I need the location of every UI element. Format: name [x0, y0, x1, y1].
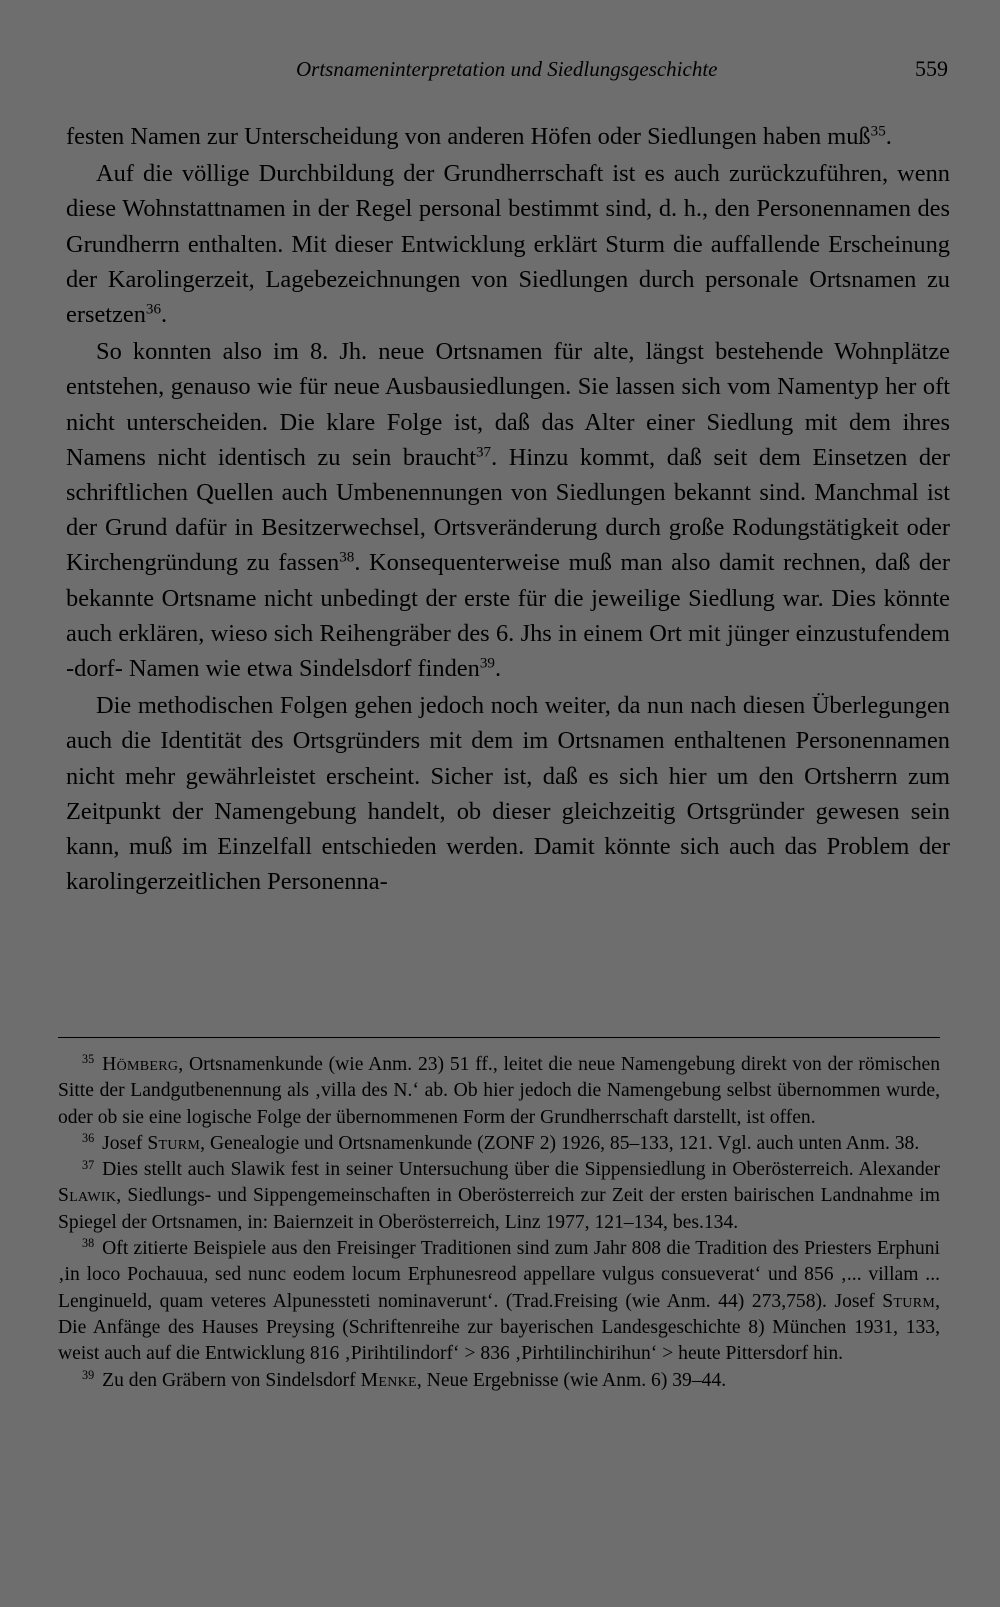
text-run: , Neue Ergebnisse (wie Anm. 6) 39–44. [416, 1369, 727, 1391]
text-run: . Hinzu kommt, daß seit dem Einsetzen der schriftlichen Quellen auch Umbenennungen von Siedlungen bekannt sind. Manchmal ist der Grund dafür in Besitzerwechsel, Ortsveränderung durch große Rodungstätigkeit oder Kirchengründung zu fassen [66, 443, 950, 577]
body-paragraph [66, 119, 950, 154]
running-title: Ortsnameninterpretation und Siedlungsgeschichte [296, 57, 718, 81]
text-run: , Siedlungs- und Sippengemeinschaften in Oberösterreich zur Zeit der ersten bairischen Landnahme im Spiegel der Ortsnamen, in: Baiernzeit in Oberösterreich, Linz 1977, 121–134, bes.134. [58, 1185, 940, 1233]
body-paragraph [66, 334, 950, 686]
body-text [66, 119, 950, 899]
author-name: Sturm [882, 1290, 936, 1312]
text-run: . Konsequenterweise muß man also damit rechnen, daß der bekannte Ortsname nicht unbedingt der erste für die jeweilige Siedlung war. Dies könnte auch erklären, wieso sich Reihengräber des 6. Jhs in einem Ort mit jünger einzustufendem -dorf- Namen wie etwa Sindelsdorf finden [66, 549, 950, 683]
text-run: , Genealogie und Ortsnamenkunde (ZONF 2) 1926, 85–133, 121. Vgl. auch unten Anm. 38. [200, 1132, 920, 1154]
page-number: 559 [915, 56, 948, 81]
footnote [58, 1157, 940, 1236]
text-run: . [494, 655, 502, 683]
footnote-number: 37 [82, 1157, 95, 1172]
footnote-number: 39 [82, 1367, 95, 1382]
text-run: So konnten also im 8. Jh. neue Ortsnamen für alte, längst bestehende Wohnplätze entstehen, genauso wie für neue Ausbausiedlungen. Sie lassen sich vom Namentyp her oft nicht unterscheiden. Die klare Folge ist, daß das Alter einer Siedlung mit dem ihres Namens nicht identisch zu sein braucht [66, 338, 950, 471]
body-paragraph [66, 156, 950, 332]
author-name: Hömberg [102, 1054, 179, 1075]
author-name: Sturm [147, 1132, 201, 1154]
body-paragraph [66, 688, 950, 899]
footnote-reference: 38 [339, 550, 355, 567]
text-run: Zu den Gräbern von Sindelsdorf [102, 1369, 361, 1391]
footnote-reference: 35 [870, 123, 886, 140]
text-run: , Ortsnamenkunde (wie Anm. 23) 51 ff., leitet die neue Namengebung direkt von der römischen Sitte der Landgutbenennung als ‚villa des N.‘ ab. Ob hier jedoch die Namengebung selbst übernommen wurde, oder ob sie eine logische Folge der übernommenen Form der Grundherrschaft darstellt, ist offen. [58, 1054, 940, 1128]
text-run: Oft zitierte Beispiele aus den Freisinger Traditionen sind zum Jahr 808 die Tradition des Priesters Erphuni ‚in loco Pochauua, sed nunc eodem locum Erphunesreod appellare vulgus consueverat‘ und 856 ‚... villam ... Lenginueld, quam veteres Alpunessteti nominaverunt‘. (Trad.Freising (wie Anm. 44) 273,758). Josef [58, 1238, 940, 1312]
text-run: festen Namen zur Unterscheidung von anderen Höfen oder Siedlungen haben muß [66, 123, 871, 150]
footnote-number: 35 [82, 1052, 95, 1067]
text-run: , Die Anfänge des Hauses Preysing (Schriftenreihe zur bayerischen Landesgeschichte 8) München 1931, 133, weist auch auf die Entwicklung 816 ‚Pirihtilindorf‘ > 836 ‚Pirhtilinchirihun‘ > heute Pittersdorf hin. [58, 1290, 940, 1365]
text-run: Die methodischen Folgen gehen jedoch noch weiter, da nun nach diesen Überlegungen auch die Identität des Ortsgründers mit dem im Ortsnamen enthaltenen Personennamen nicht mehr gewährleistet erscheint. Sicher ist, daß es sich hier um den Ortsherrn zum Zeitpunkt der Namengebung handelt, ob dieser gleichzeitig Ortsgründer gewesen sein kann, muß im Einzelfall entschieden werden. Damit könnte sich auch das Problem der karolingerzeitlichen Personenna- [66, 692, 950, 896]
footnote-reference: 36 [145, 301, 161, 318]
footnotes [58, 1052, 940, 1394]
footnote [58, 1052, 940, 1131]
author-name: Menke [360, 1369, 417, 1391]
footnote [58, 1368, 940, 1394]
text-run: Auf die völlige Durchbildung der Grundherrschaft ist es auch zurückzuführen, wenn diese Wohnstattnamen in der Regel personal bestimmt sind, d. h., den Personennamen des Grundherrn enthalten. Mit dieser Entwicklung erklärt Sturm die auffallende Erscheinung der Karolingerzeit, Lagebezeichnungen von Siedlungen durch personale Ortsnamen zu ersetzen [66, 160, 950, 329]
footnote-number: 38 [82, 1236, 95, 1251]
text-run: Dies stellt auch Slawik fest in seiner Untersuchung über die Sippensiedlung in Oberösterreich. Alexander [102, 1159, 940, 1181]
footnote [58, 1236, 940, 1367]
footnote-divider [58, 1037, 940, 1038]
author-name: Slawik [58, 1185, 117, 1207]
footnote-number: 36 [82, 1131, 95, 1146]
text-run: Josef [102, 1132, 148, 1154]
text-run: . [161, 301, 168, 329]
text-run: . [885, 123, 892, 150]
footnote-reference: 37 [476, 444, 492, 461]
footnote [58, 1131, 940, 1157]
running-head [0, 52, 1000, 86]
footnote-reference: 39 [479, 655, 495, 672]
